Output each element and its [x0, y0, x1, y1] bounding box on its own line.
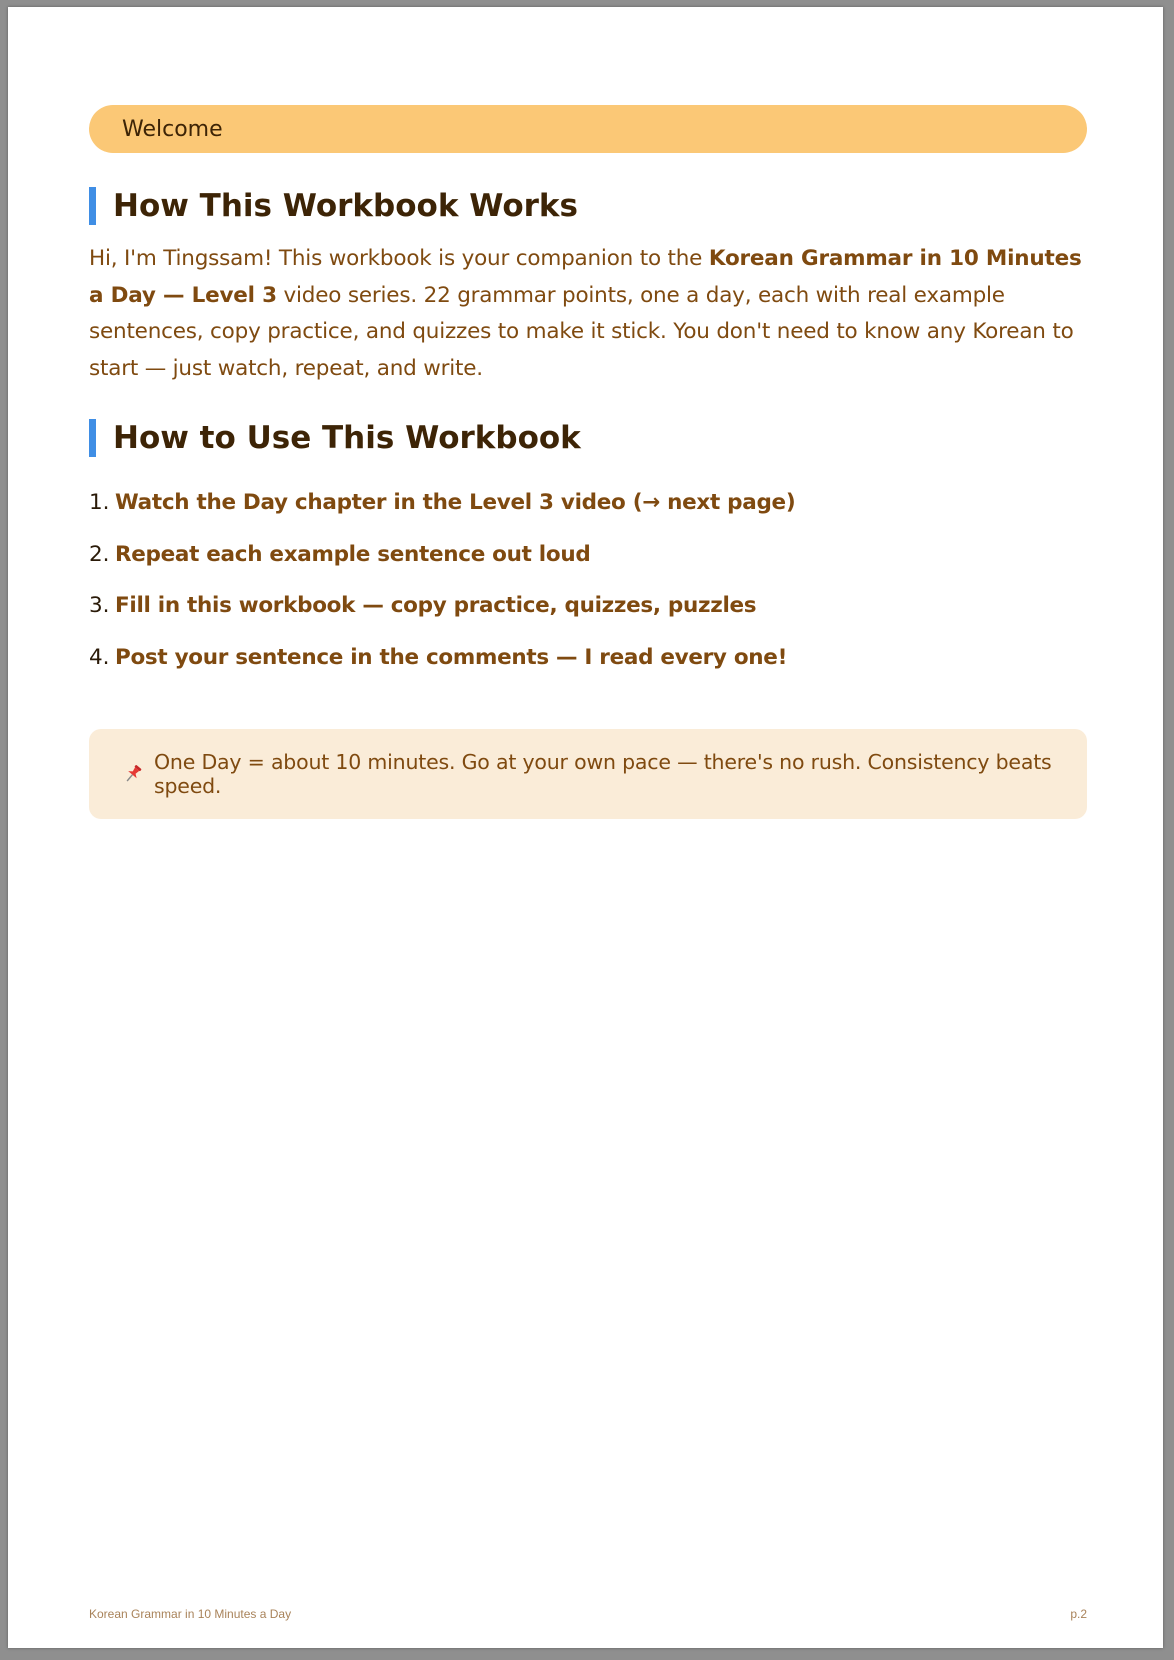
footer-title: Korean Grammar in 10 Minutes a Day [89, 1607, 292, 1621]
step-text: Post your sentence in the comments — I read every one! [115, 644, 788, 670]
intro-series-title: Korean Grammar in 10 Minutes a Day — Level 3 [89, 246, 1082, 308]
list-item [89, 632, 1087, 684]
step-number: 3. [89, 593, 110, 618]
section-title-how-it-works: How This Workbook Works [89, 187, 1087, 225]
tip-text: One Day = about 10 minutes. Go at your own pace — there's no rush. Consistency beats speed. [154, 750, 1052, 798]
step-number: 1. [89, 490, 110, 515]
welcome-banner [89, 105, 1087, 153]
step-text: Repeat each example sentence out loud [115, 541, 591, 567]
step-text: Watch the Day chapter in the Level 3 video (→ next page) [115, 490, 796, 515]
list-item [89, 580, 1087, 632]
intro-text-prefix: Hi, I'm Tingssam! This workbook is your companion to the [89, 246, 709, 271]
tip-callout [89, 729, 1087, 819]
list-item [89, 529, 1087, 581]
page-content [89, 105, 1087, 819]
list-item [89, 477, 1087, 529]
step-number: 4. [89, 644, 110, 670]
step-text: Fill in this workbook — copy practice, quizzes, puzzles [115, 593, 757, 618]
welcome-banner-label: Welcome [122, 116, 223, 142]
page-number: p.2 [1070, 1607, 1087, 1621]
intro-paragraph [89, 241, 1087, 387]
intro-text-suffix: video series. 22 grammar points, one a day, each with real example sentences, copy practice, and quizzes to make it stick. You don't need to know any Korean to start — just watch, repeat, and write. [89, 282, 1074, 381]
pushpin-icon [122, 763, 144, 785]
steps-list [89, 477, 1087, 683]
section-title-how-to-use: How to Use This Workbook [89, 419, 1087, 457]
document-page [8, 7, 1163, 1648]
step-number: 2. [89, 541, 110, 567]
